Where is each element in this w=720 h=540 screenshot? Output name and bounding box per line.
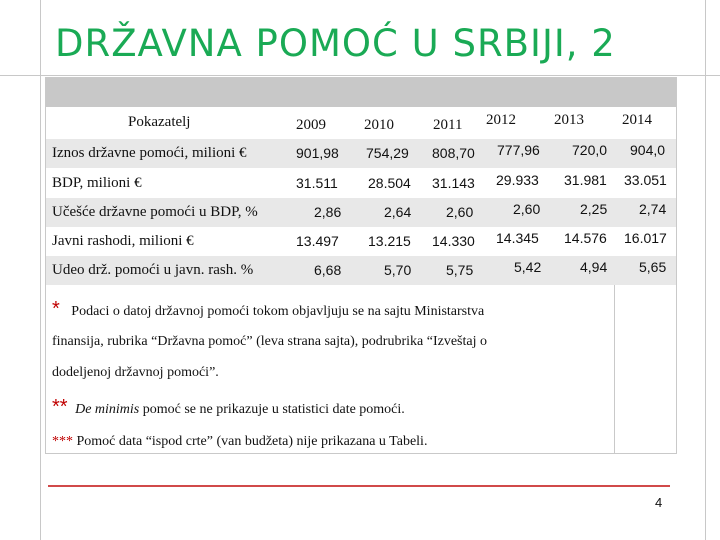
- header-year-2014: 2014: [622, 112, 652, 128]
- cell-value: 720,0: [572, 142, 608, 158]
- content-box: [45, 77, 677, 454]
- page-number: 4: [655, 495, 663, 510]
- table-row: [46, 227, 676, 256]
- row-label: BDP, milioni €: [52, 175, 142, 191]
- table-row: [46, 198, 676, 227]
- cell-value: 13.497: [296, 233, 339, 249]
- cell-value: 6,68: [314, 262, 342, 278]
- footnote-text: Podaci o datoj državnoj pomoći tokom objavljuju se na sajtu Ministarstva: [71, 304, 485, 319]
- table-top-band: [46, 78, 676, 108]
- cell-value: 14.576: [564, 230, 607, 246]
- cell-value: 14.345: [496, 230, 539, 246]
- cell-value: 777,96: [497, 142, 540, 158]
- header-year-2009: 2009: [296, 117, 326, 133]
- slide-title: DRŽAVNA POMOĆ U SRBIJI, 2: [55, 22, 616, 65]
- header-year-2011: 2011: [433, 117, 463, 133]
- header-year-2010: 2010: [364, 117, 394, 133]
- cell-value: 2,74: [639, 201, 667, 217]
- footnote-italic-text: De minimis: [75, 402, 140, 417]
- row-label: Iznos državne pomoći, milioni €: [52, 145, 247, 161]
- cell-value: 904,0: [630, 142, 666, 158]
- footnote-1-line-3: [52, 365, 219, 381]
- cell-value: 2,64: [384, 204, 412, 220]
- footnote-marker: *: [52, 298, 60, 320]
- footer-divider: [48, 485, 670, 487]
- cell-value: 5,75: [446, 262, 474, 278]
- table-row: [46, 139, 676, 168]
- cell-value: 5,42: [514, 259, 542, 275]
- footnote-text: pomoć se ne prikazuje u statistici date pomoći.: [139, 402, 405, 417]
- cell-value: 31.981: [564, 172, 607, 188]
- cell-value: 28.504: [368, 175, 411, 191]
- cell-value: 14.330: [432, 233, 475, 249]
- cell-value: 16.017: [624, 230, 667, 246]
- frame-top-line: [0, 75, 720, 76]
- cell-value: 901,98: [296, 145, 339, 161]
- footnote-1-line-1: [52, 298, 484, 321]
- frame-left-line: [40, 0, 41, 540]
- cell-value: 2,60: [513, 201, 541, 217]
- footnote-1-line-2: [52, 334, 487, 350]
- cell-value: 29.933: [496, 172, 539, 188]
- cell-value: 5,70: [384, 262, 412, 278]
- footnote-text: finansija, rubrika “Državna pomoć” (leva strana sajta), podrubrika “Izveštaj o: [52, 334, 487, 349]
- header-pokazatelj: Pokazatelj: [128, 114, 191, 130]
- frame-right-line: [705, 0, 706, 540]
- row-label: Učešće državne pomoći u BDP, %: [52, 204, 258, 220]
- cell-value: 4,94: [580, 259, 608, 275]
- footnote-marker: **: [52, 396, 68, 418]
- cell-value: 31.511: [296, 175, 338, 191]
- header-year-2012: 2012: [486, 112, 516, 128]
- cell-value: 33.051: [624, 172, 667, 188]
- table-row: [46, 256, 676, 285]
- footnote-text: Pomoć data “ispod crte” (van budžeta) nije prikazana u Tabeli.: [73, 434, 428, 449]
- cell-value: 2,25: [580, 201, 608, 217]
- notes-right-column: [614, 285, 677, 453]
- cell-value: 31.143: [432, 175, 475, 191]
- cell-value: 2,86: [314, 204, 342, 220]
- row-label: Javni rashodi, milioni €: [52, 233, 194, 249]
- cell-value: 808,70: [432, 145, 475, 161]
- footnote-marker: ***: [52, 434, 73, 449]
- header-year-2013: 2013: [554, 112, 584, 128]
- row-label: Udeo drž. pomoći u javn. rash. %: [52, 262, 254, 278]
- footnote-2: [52, 396, 405, 419]
- footnote-text: dodeljenoj državnoj pomoći”.: [52, 365, 219, 380]
- table-row: [46, 169, 676, 198]
- footnote-3: [52, 434, 427, 450]
- cell-value: 13.215: [368, 233, 411, 249]
- cell-value: 2,60: [446, 204, 474, 220]
- table-header-row: [46, 108, 676, 137]
- cell-value: 754,29: [366, 145, 409, 161]
- cell-value: 5,65: [639, 259, 667, 275]
